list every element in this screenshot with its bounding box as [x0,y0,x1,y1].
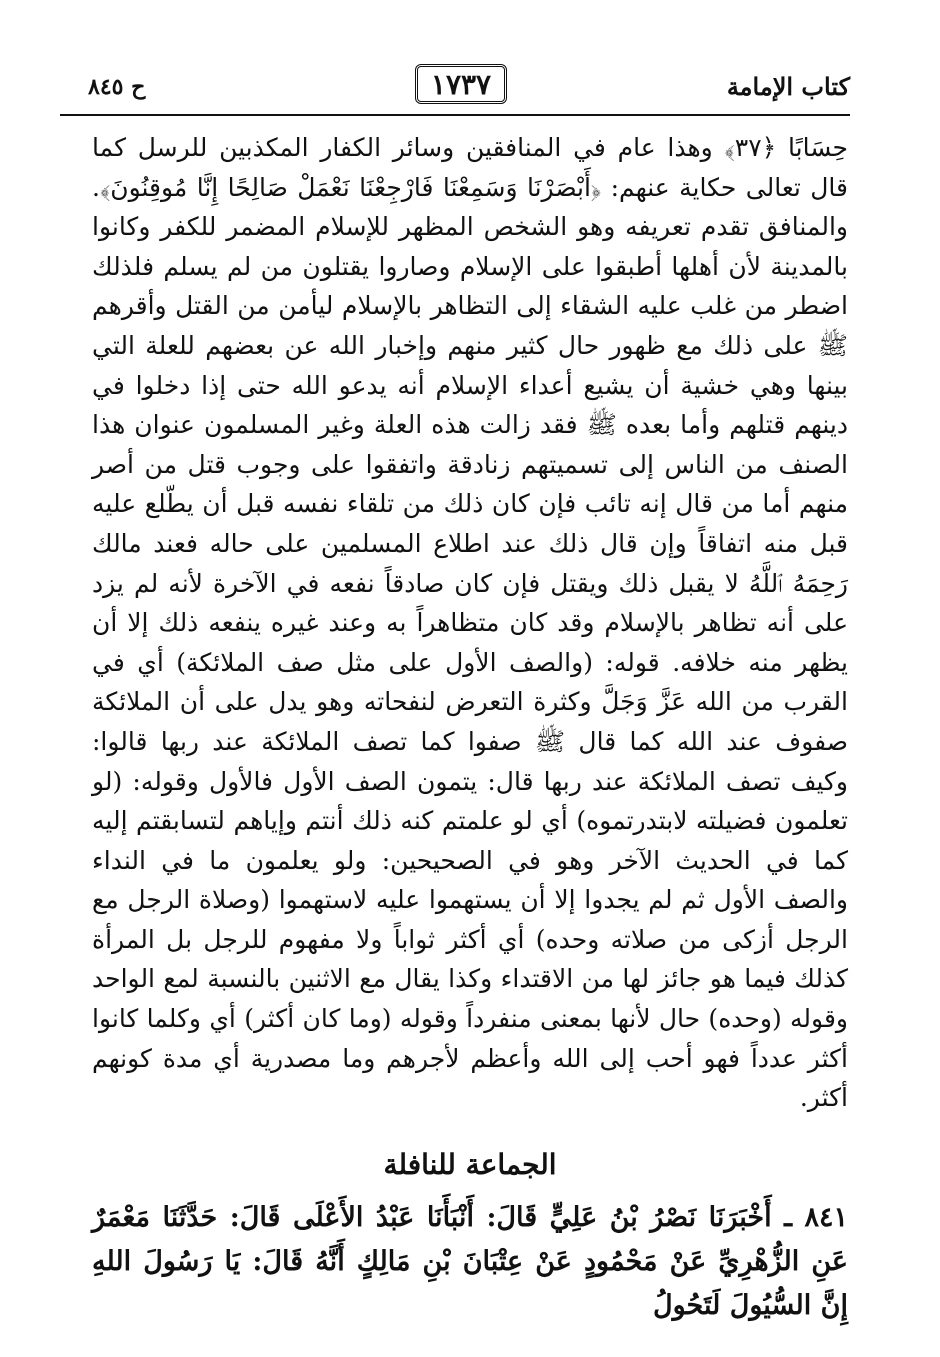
header-divider [60,114,850,116]
commentary-paragraph: حِسَابًا ﴿٣٧﴾ وهذا عام في المنافقين وسائر الكفار المكذبين للرسل كما قال تعالى حكاية عنهم: ﴿أَبْصَرْنَا وَسَمِعْنَا فَارْجِعْنَا نَعْمَلْ صَالِحًا إِنَّا مُوقِنُونَ﴾. والمنافق تقدم تعريفه وهو الشخص المظهر للإسلام المضمر للكفر وكانوا بالمدينة لأن أهلها أطبقوا على الإسلام وصاروا يقتلون من لم يسلم فلذلك اضطر من غلب عليه الشقاء إلى التظاهر بالإسلام ليأمن من القتل وأقرهم ﷺ على ذلك مع ظهور حال كثير منهم وإخبار الله عن بعضهم للعلة التي بينها وهي خشية أن يشيع أعداء الإسلام أنه يدعو الله حتى إذا دخلوا في دينهم قتلهم وأما بعده ﷺ فقد زالت هذه العلة وغير المسلمون عنوان هذا الصنف من الناس إلى تسميتهم زنادقة واتفقوا على وجوب قتل من أصر منهم أما من قال إنه تائب فإن كان ذلك من تلقاء نفسه قبل أن يطّلع عليه قبل منه اتفاقاً وإن قال ذلك عند اطلاع المسلمين على حاله فعند مالك رَحِمَهُ ٱللَّهُ لا يقبل ذلك ويقتل فإن كان صادقاً نفعه في الآخرة لأنه لم يزد على أنه تظاهر بالإسلام وقد كان متظاهراً به وعند غيره ينفعه ذلك إلا أن يظهر منه خلافه. قوله: (والصف الأول على مثل صف الملائكة) أي في القرب من الله عَزَّ وَجَلَّ وكثرة التعرض لنفحاته وهو يدل على أن الملائكة صفوف عند الله كما قال ﷺ صفوا كما تصف الملائكة عند ربها قالوا: وكيف تصف الملائكة عند ربها قال: يتمون الصف الأول فالأول وقوله: (لو تعلمون فضيلته لابتدرتموه) أي لو علمتم كنه ذلك أنتم وإياهم لتسابقتم إليه كما في الحديث الآخر وهو في الصحيحين: ولو يعلمون ما في النداء والصف الأول ثم لم يجدوا إلا أن يستهموا عليه لاستهموا (وصلاة الرجل مع الرجل أزكى من صلاته وحده) أي أكثر ثواباً ولا مفهوم للرجل بل المرأة كذلك فيما هو جائز لها من الاقتداء وكذا يقال مع الاثنين بالنسبة لمع الواحد وقوله (وحده) حال لأنها بمعنى منفرداً وقوله (وما كان أكثر) أي وكلما كانوا أكثر عدداً فهو أحب إلى الله وأعظم لأجرهم وما مصدرية أي مدة كونهم أكثر. [92,133,849,1113]
hadith-reference: ح ٨٤٥ [88,74,146,100]
running-title: كتاب الإمامة [726,72,850,101]
hadith-text: ٨٤١ ـ أَخْبَرَنَا نَصْرُ بْنُ عَلِيٍّ قَالَ: أَنْبَأَنَا عَبْدُ الأَعْلَى قَالَ: حَدَّثَنَا مَعْمَرٌ عَنِ الزُّهْرِيِّ عَنْ مَحْمُودٍ عَنْ عِتْبَانَ بْنِ مَالِكٍ أَنَّهُ قَالَ: يَا رَسُولَ اللهِ إِنَّ السُّيُولَ لَتَحُولُ [92,1202,848,1321]
page-number: ١٧٣٧ [415,64,507,104]
section-heading: الجماعة للنافلة [383,1148,557,1181]
page-header [60,62,850,120]
